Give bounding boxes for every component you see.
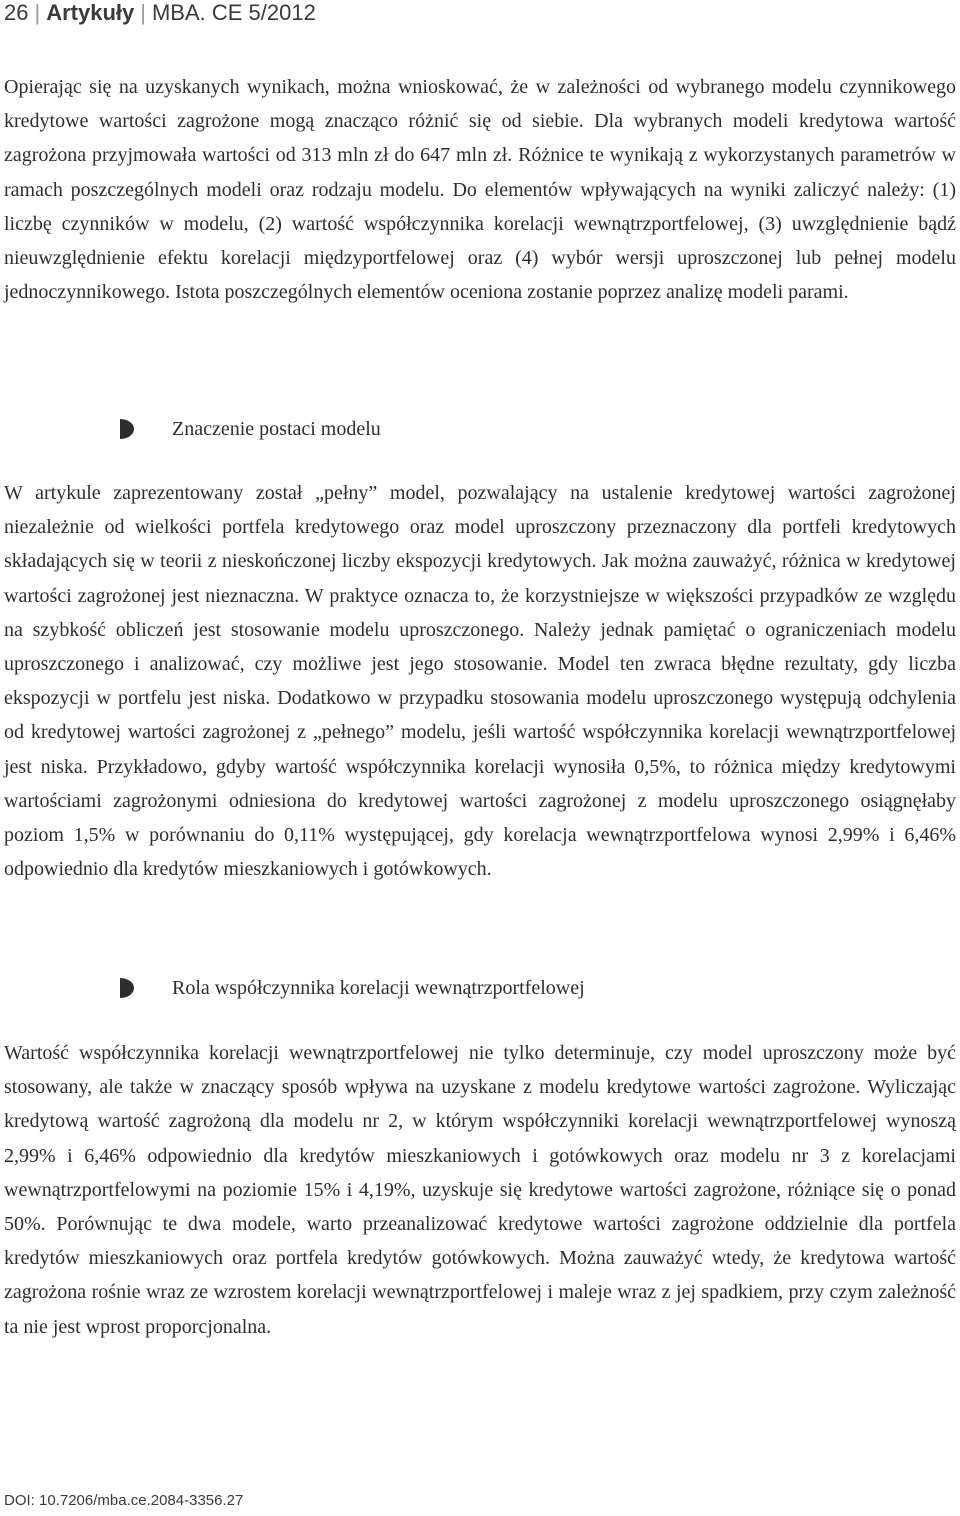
header-separator-2: | [140,0,146,25]
half-circle-marker-icon [120,419,134,439]
body-paragraph-3 [4,1036,956,1344]
half-circle-marker-icon [120,978,134,998]
subheading-text: Znaczenie postaci modelu [172,417,381,440]
journal-issue: MBA. CE 5/2012 [151,0,316,25]
page-number: 26 [4,0,29,25]
doi-footer: DOI: 10.7206/mba.ce.2084-3356.27 [4,1492,244,1509]
paragraph-text: W artykule zaprezentowany został „pełny” model, pozwalający na ustalenie kredytowej wartości zagrożonej niezależnie od wielkości portfela kredytowego oraz model uproszczony przeznaczony dla portfeli kredytowych składających się w teorii z nieskończonej liczby ekspozycji kredytowych. Jak można zauważyć, różnica w kredytowej wartości zagrożonej jest nieznaczna. W praktyce oznacza to, że korzystniejsze w większości przypadków ze względu na szybkość obliczeń jest stosowanie modelu uproszczonego. Należy jednak pamiętać o ograniczeniach modelu uproszczonego i analizować, czy możliwe jest jego stosowanie. Model ten zwraca błędne rezultaty, gdy liczba ekspozycji w portfelu jest niska. Dodatkowo w przypadku stosowania modelu uproszczonego występują odchylenia od kredytowej wartości zagrożonej z „pełnego” modelu, jeśli wartość współczynnika korelacji wewnątrzportfelowej jest niska. Przykładowo, gdyby wartość współczynnika korelacji wynosiła 0,5%, to różnica między kredytowymi wartościami zagrożonymi odniesiona do kredytowej wartości zagrożonej z modelu uproszczonego osiągnęłaby poziom 1,5% w porównaniu do 0,11% występującej, gdy korelacja wewnątrzportfelowa wynosi 2,99% i 6,46% odpowiednio dla kredytów mieszkaniowych i gotówkowych. [4,482,956,881]
header-separator: | [34,0,41,25]
subheading-model-form [120,413,381,445]
section-title: Artykuły [46,0,135,25]
paragraph-text: Opierając się na uzyskanych wynikach, można wnioskować, że w zależności od wybranego modelu czynnikowego kredytowe wartości zagrożone mogą znacząco różnić się od siebie. Dla wybranych modeli kredytowa wartość zagrożona przyjmowała wartości od 313 mln zł do 647 mln zł. Różnice te wynikają z wykorzystanych parametrów w ramach poszczególnych modeli oraz rodzaju modelu. Do elementów wpływających na wyniki zaliczyć należy: (1) liczbę czynników w modelu, (2) wartość współczynnika korelacji wewnątrzportfelowej, (3) uwzględnienie bądź nieuwzględnienie efektu korelacji międzyportfelowej oraz (4) wybór wersji uproszczonej lub pełnej modelu jednoczynnikowego. Istota poszczególnych elementów oceniona zostanie poprzez analizę modeli parami. [4,76,956,304]
subheading-correlation-role [120,972,585,1004]
subheading-text: Rola współczynnika korelacji wewnątrzportfelowej [172,976,585,999]
body-paragraph-1 [4,70,956,309]
body-paragraph-2 [4,476,956,886]
running-header [4,0,316,26]
paragraph-text: Wartość współczynnika korelacji wewnątrzportfelowej nie tylko determinuje, czy model uproszczony może być stosowany, ale także w znaczący sposób wpływa na uzyskane z modelu kredytowe wartości zagrożone. Wyliczając kredytową wartość zagrożoną dla modelu nr 2, w którym współczynniki korelacji wewnątrzportfelowej wynoszą 2,99% i 6,46% odpowiednio dla kredytów mieszkaniowych i gotówkowych oraz modelu nr 3 z korelacjami wewnątrzportfelowymi na poziomie 15% i 4,19%, uzyskuje się kredytowe wartości zagrożone, różniące się o ponad 50%. Porównując te dwa modele, warto przeanalizować kredytowe wartości zagrożone oddzielnie dla portfela kredytów mieszkaniowych oraz portfela kredytów gotówkowych. Można zauważyć wtedy, że kredytowa wartość zagrożona rośnie wraz ze wzrostem korelacji wewnątrzportfelowej i maleje wraz z jej spadkiem, przy czym zależność ta nie jest wprost proporcjonalna. [4,1042,956,1338]
